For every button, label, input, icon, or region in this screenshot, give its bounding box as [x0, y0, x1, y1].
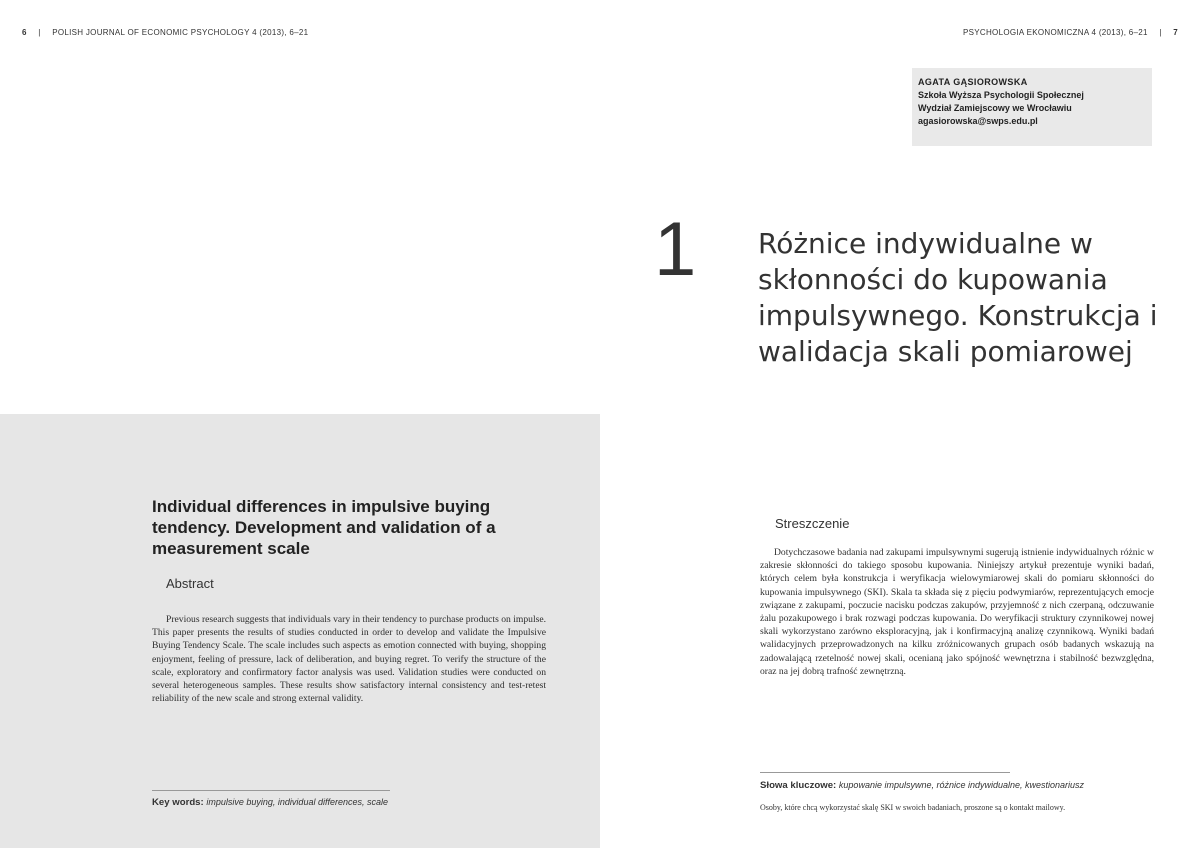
right-journal-title: PSYCHOLOGIA EKONOMICZNA 4 (2013), 6–21	[962, 28, 1148, 37]
english-keywords-label: Key words:	[152, 797, 204, 808]
english-keywords-list: impulsive buying, individual differences, scale	[206, 797, 388, 807]
polish-keywords-list: kupowanie impulsywne, różnice indywidualne, kwestionariusz	[838, 780, 1085, 790]
english-title: Individual differences in impulsive buying tendency. Development and validation of a measurement scale	[152, 497, 496, 558]
polish-contact-note: Osoby, które chcą wykorzystać skalę SKI w swoich badaniach, proszone są o kontakt mailowy.	[760, 803, 1066, 812]
polish-abstract-text: Dotychczasowe badania nad zakupami impulsywnymi sugerują istnienie indywidualnych różnic w zakresie skłonności do takiego sposobu kupowania. Niniejszy artykuł prezentuje wyniki badań, których celem była konstrukcja i weryfikacja wielowymiarowej skali do pomiaru skłonności do kupowania impulsywnego (SKI). Skala ta składa się z pięciu podwymiarów, reprezentujących emocje związane z zakupami, poczucie nacisku podczas zakupów, przyjemność z nich czerpaną, odczuwanie żalu pozakupowego i brak rozwagi podczas kupowania. Do weryfikacji struktury czynnikowej nowej skali wykorzystano zarówno eksploracyjną, jak i konfirmacyjną analizę czynnikową. Wyniki badań walidacyjnych przeprowadzonych na kilku zróżnicowanych grupach osób badanych wskazują na zadowalającą rzetelność nowej skali, ocenianą jako spójność wewnętrzna i stabilność bezwzględna, oraz na jej dobrą trafność zewnętrzną.	[760, 547, 1154, 677]
english-keywords-divider	[152, 790, 390, 791]
polish-keywords-label: Słowa kluczowe:	[760, 780, 837, 791]
author-affiliation-1: Szkoła Wyższa Psychologii Społecznej	[918, 90, 1084, 100]
right-running-head	[963, 28, 1178, 37]
english-abstract-text: Previous research suggests that individuals vary in their tendency to purchase products on impulse. This paper presents the results of studies conducted in order to develop and validate the Impulsive Buying Tendency Scale. The scale includes such aspects as emotion connected with buying, shopping enjoyment, feeling of pressure, lack of deliberation, and buying regret. To verify the structure of the scale, exploratory and confirmatory factor analysis was used. Validation studies were conducted on several heterogeneous samples. These results show satisfactory internal consistency and test-retest reliability of the new scale and strong external validity.	[152, 614, 546, 705]
english-abstract-heading: Abstract	[166, 576, 214, 591]
polish-keywords	[760, 780, 1084, 791]
english-keywords	[152, 797, 388, 808]
left-head-separator: |	[38, 28, 41, 37]
chapter-number: 1	[654, 207, 697, 292]
left-journal-title: POLISH JOURNAL OF ECONOMIC PSYCHOLOGY 4 (2013), 6–21	[52, 28, 309, 37]
chapter-title: Różnice indywidualne w skłonności do kupowania impulsywnego. Konstrukcja i walidacja skali pomiarowej	[758, 227, 1158, 368]
right-page-number: 7	[1173, 28, 1178, 37]
right-head-separator: |	[1159, 28, 1162, 37]
polish-keywords-divider	[760, 772, 1010, 773]
left-running-head	[22, 28, 308, 37]
author-box	[912, 68, 1152, 146]
author-affiliation-2: Wydział Zamiejscowy we Wrocławiu	[918, 103, 1072, 113]
author-name: AGATA GĄSIOROWSKA	[918, 77, 1028, 87]
left-page-number: 6	[22, 28, 27, 37]
author-email[interactable]: agasiorowska@swps.edu.pl	[918, 116, 1038, 126]
polish-abstract-heading: Streszczenie	[775, 516, 850, 531]
